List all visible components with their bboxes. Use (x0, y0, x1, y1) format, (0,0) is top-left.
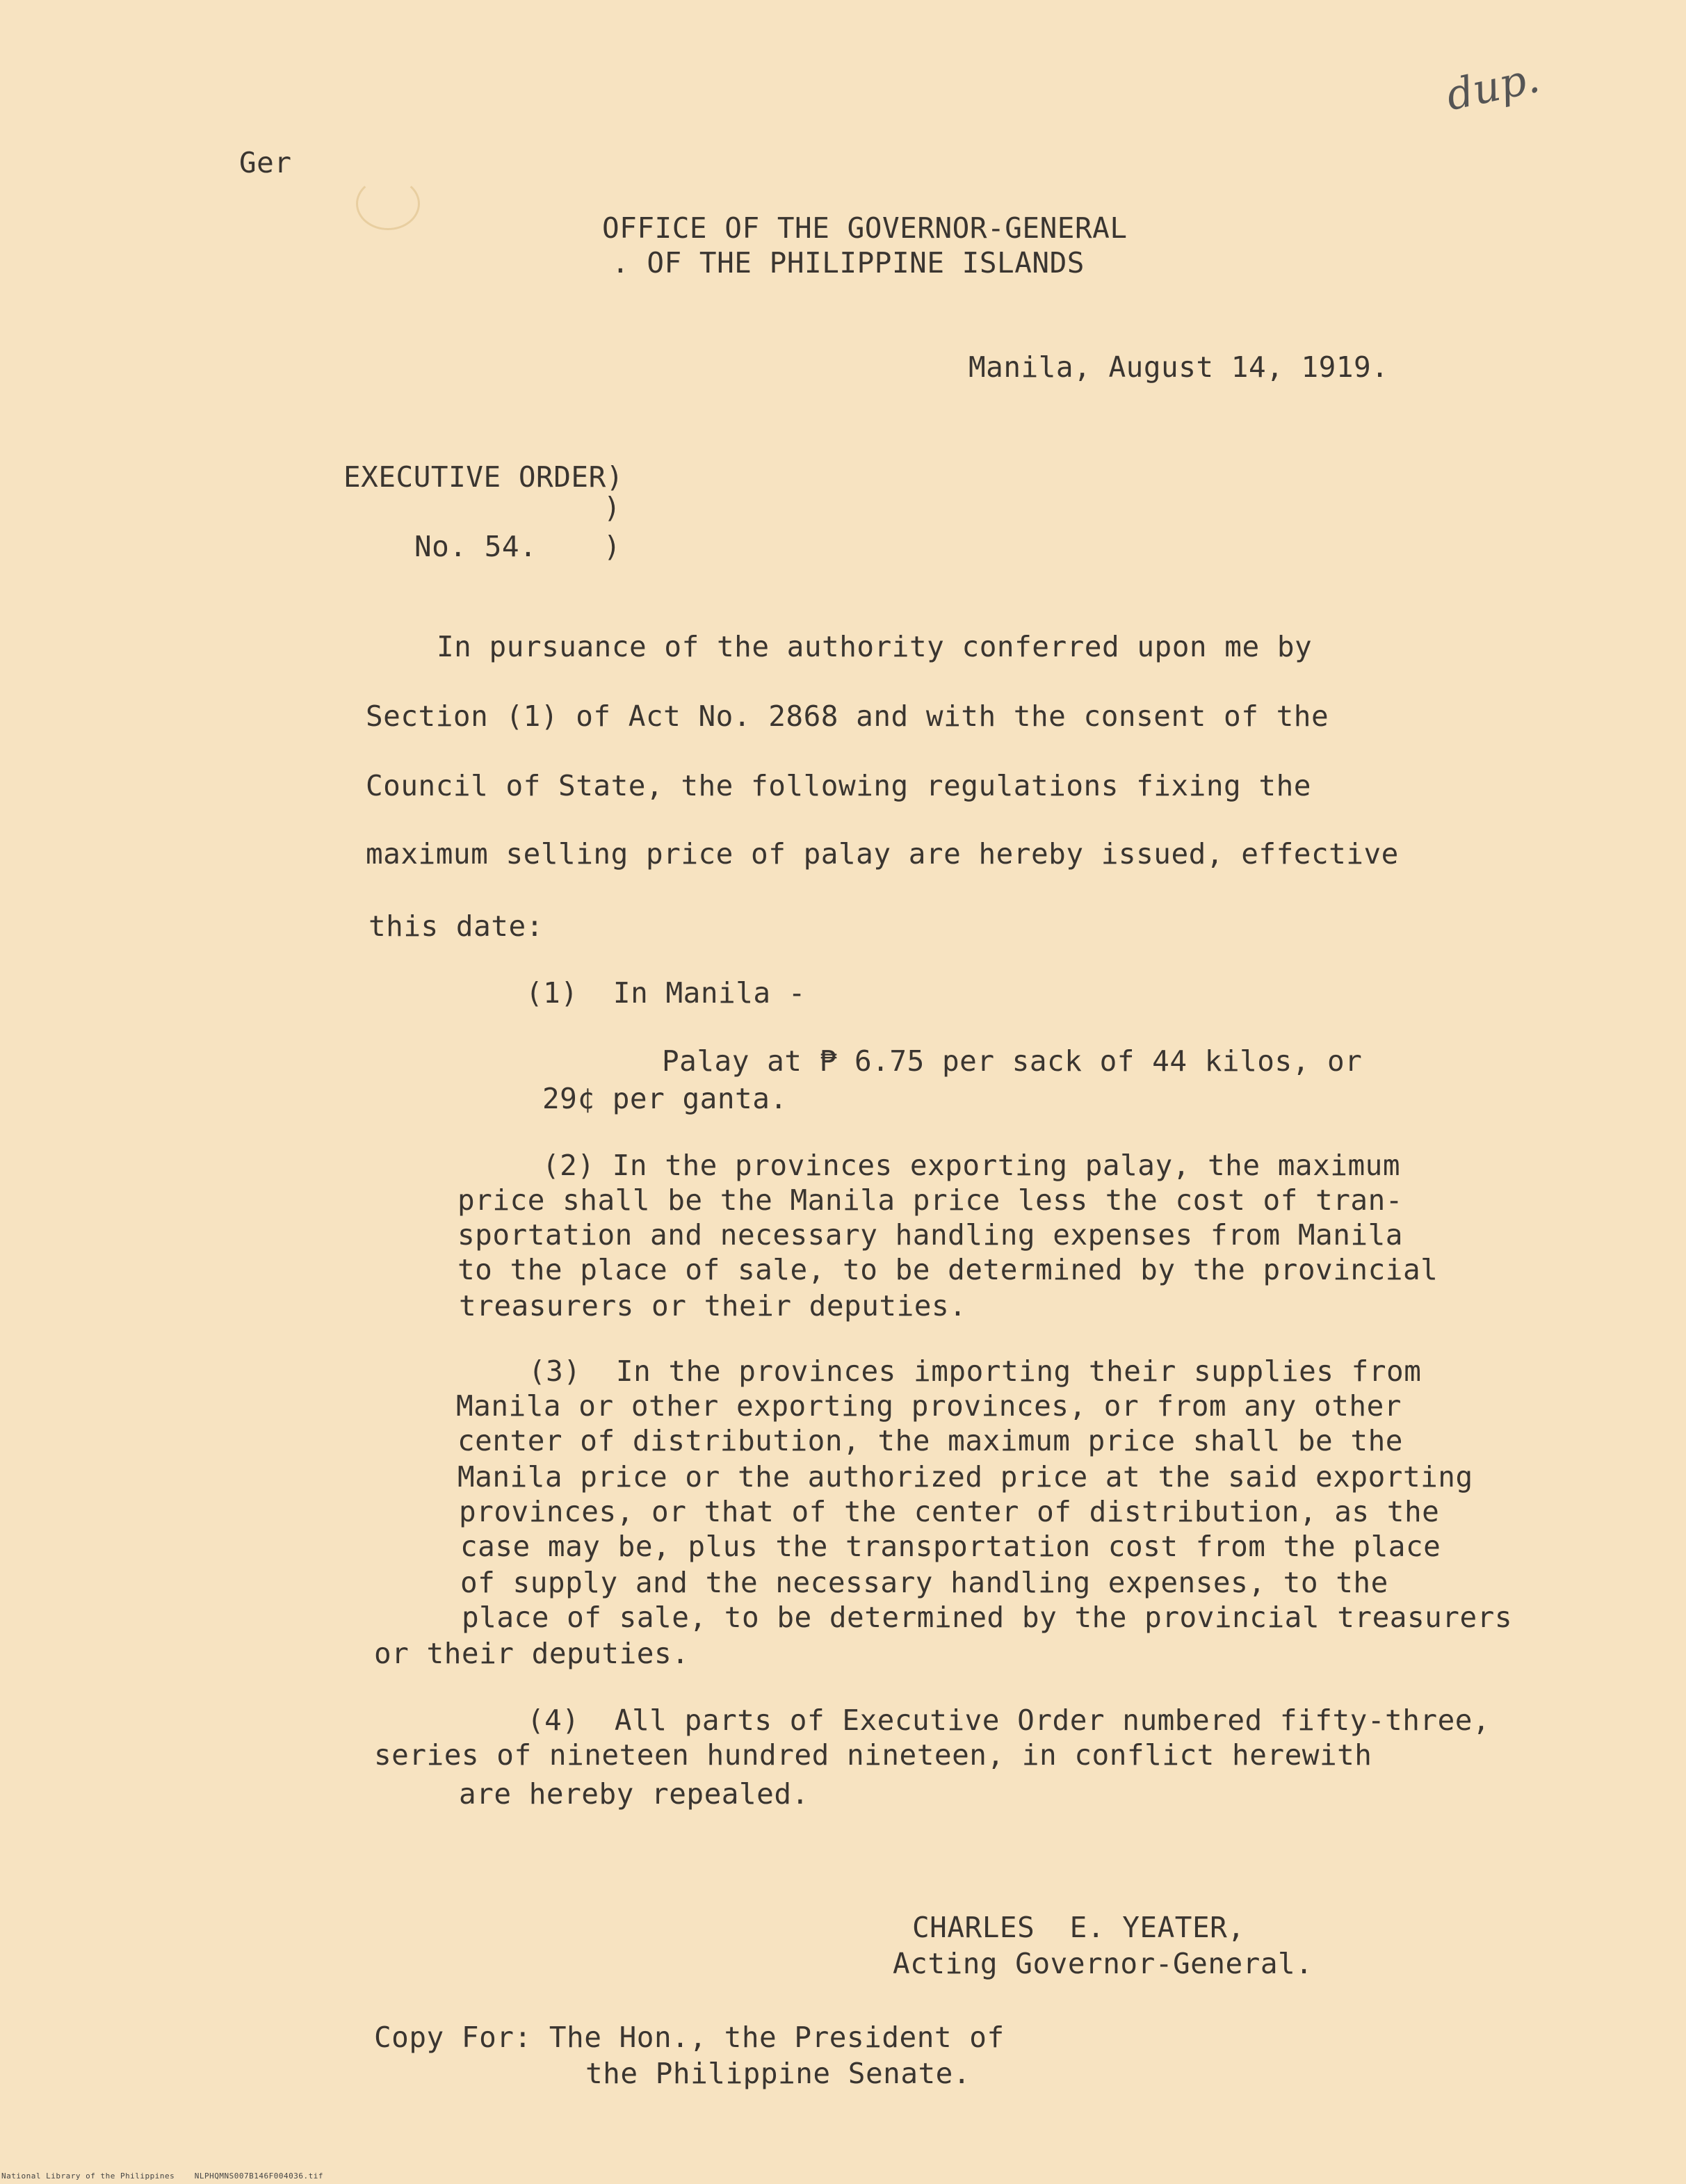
file-code-annotation: Ger (239, 146, 292, 179)
order-bracket: ) (603, 491, 622, 524)
office-heading: OFFICE OF THE GOVERNOR-GENERAL (602, 211, 1128, 245)
item3-line: of supply and the necessary handling expenses, to the (460, 1566, 1388, 1599)
intro-line: maximum selling price of palay are hereby issued, effective (366, 837, 1399, 871)
item3-line: provinces, or that of the center of distribution, as the (459, 1495, 1440, 1528)
item4-line: series of nineteen hundred nineteen, in conflict herewith (374, 1738, 1372, 1772)
item1-heading: (1) In Manila - (526, 976, 806, 1010)
item2-line: treasurers or their deputies. (459, 1289, 967, 1322)
item2-line: to the place of sale, to be determined by the provincial (457, 1253, 1438, 1286)
item3-line: Manila or other exporting provinces, or from any other (456, 1389, 1402, 1423)
item2-line: (2) In the provinces exporting palay, the maximum (542, 1149, 1401, 1182)
signatory-name: CHARLES E. YEATER, (912, 1911, 1245, 1944)
item1-line: Palay at ₱ 6.75 per sack of 44 kilos, or (662, 1044, 1363, 1078)
scan-footer: National Library of the Philippines NLPHQMNS007B146F004036.tif (1, 2171, 323, 2181)
item3-line: place of sale, to be determined by the provincial treasurers (462, 1601, 1513, 1634)
item3-line: center of distribution, the maximum price shall be the (457, 1424, 1403, 1457)
item2-line: sportation and necessary handling expenses from Manila (457, 1218, 1403, 1252)
order-bracket: ) (603, 530, 622, 563)
intro-line: In pursuance of the authority conferred upon me by (437, 630, 1313, 663)
signatory-title: Acting Governor-General. (893, 1947, 1313, 1980)
item3-line: case may be, plus the transportation cost from the place (460, 1530, 1441, 1563)
copy-for-line: the Philippine Senate. (585, 2057, 971, 2090)
handwritten-note: dup. (1442, 53, 1544, 121)
item1-line: 29¢ per ganta. (542, 1082, 788, 1115)
order-title: EXECUTIVE ORDER) (343, 460, 624, 494)
item2-line: price shall be the Manila price less the cost of tran- (457, 1183, 1403, 1217)
order-number: No. 54. (414, 530, 537, 563)
intro-line: Council of State, the following regulations fixing the (366, 769, 1311, 802)
item4-line: (4) All parts of Executive Order numbered fifty-three, (527, 1704, 1491, 1737)
copy-for-line: Copy For: The Hon., the President of (374, 2021, 1005, 2054)
item3-line: or their deputies. (374, 1637, 690, 1670)
item4-line: are hereby repealed. (459, 1777, 809, 1811)
office-subheading: . OF THE PHILIPPINE ISLANDS (612, 246, 1085, 280)
stain-mark (356, 177, 420, 230)
document-date: Manila, August 14, 1919. (968, 350, 1389, 384)
item3-line: Manila price or the authorized price at the said exporting (457, 1460, 1473, 1494)
intro-line: Section (1) of Act No. 2868 and with the consent of the (366, 699, 1329, 733)
item3-line: (3) In the provinces importing their supplies from (528, 1354, 1422, 1388)
intro-line: this date: (368, 909, 544, 943)
